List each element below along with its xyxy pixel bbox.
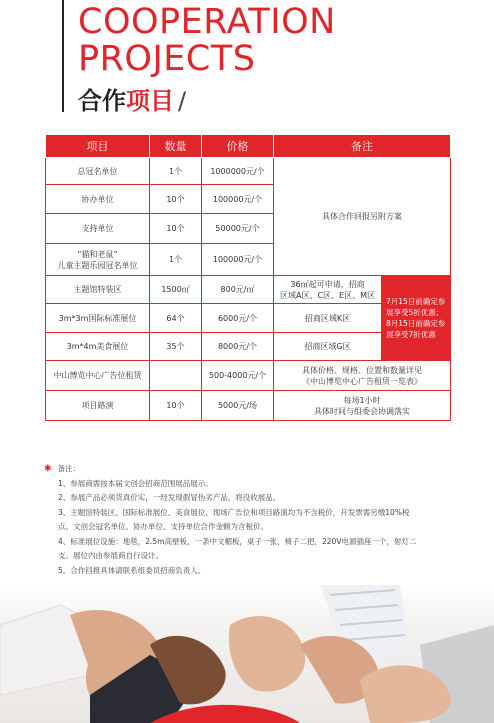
cell-item-line2: 儿童主题乐园冠名单位 bbox=[57, 260, 138, 270]
asterisk-icon: ✱ bbox=[44, 464, 52, 474]
cell-price: 800元/㎡ bbox=[202, 276, 274, 304]
cell-qty bbox=[150, 361, 202, 391]
note-item: 支。展位内由参展商自行设计。 bbox=[58, 551, 163, 560]
notes-heading-text: 备注： bbox=[57, 464, 81, 473]
cell-price: 6000元/个 bbox=[202, 304, 274, 333]
cell-qty: 64个 bbox=[150, 304, 202, 333]
note-item: 点。文创会冠名单位、协办单位、支持单位合作金额为含税价。 bbox=[58, 522, 268, 531]
cell-item: 项目路演 bbox=[46, 391, 150, 421]
cell-item: 中山博览中心广告位租赁 bbox=[46, 361, 150, 391]
title-cn-part-b: 项目 bbox=[126, 87, 174, 115]
header-note: 备注 bbox=[274, 135, 451, 158]
cell-note-line2: 具体时间与组委会协调落实 bbox=[314, 406, 410, 416]
header-price: 价格 bbox=[202, 135, 274, 158]
cell-price: 50000元/个 bbox=[202, 214, 274, 244]
cell-item-line1: “猫和老鼠” bbox=[77, 249, 118, 259]
cell-price: 1000000元/个 bbox=[202, 158, 274, 185]
note-item: 1、参展商需按本届文创会招商范围展品展示。 bbox=[58, 478, 213, 488]
note-item: 5、合作回报具体请联系组委员招商负责人。 bbox=[58, 565, 206, 575]
cell-note: 招商区域K区 bbox=[274, 304, 382, 333]
cell-price: 100000元/个 bbox=[202, 244, 274, 276]
notes-section bbox=[44, 462, 464, 578]
handshake-photo bbox=[0, 585, 494, 723]
table-row bbox=[46, 391, 451, 421]
cell-note-line1: 具体价格、规格、位置和数量详见 bbox=[302, 365, 422, 375]
cell-item: 3m*3m国际标准展位 bbox=[46, 304, 150, 333]
header-qty: 数量 bbox=[150, 135, 202, 158]
cell-note-line2: 《中山博览中心广告租赁一览表》 bbox=[302, 376, 422, 386]
page-title-chinese bbox=[78, 81, 186, 116]
header-item: 项目 bbox=[46, 135, 150, 158]
cell-qty: 1个 bbox=[150, 244, 202, 276]
title-en-line1: COOPERATION bbox=[78, 2, 336, 42]
table-row bbox=[46, 276, 451, 304]
title-cn-part-a: 合作 bbox=[78, 87, 126, 115]
cell-note-line1: 每场1小时 bbox=[343, 395, 381, 405]
cell-item bbox=[46, 244, 150, 276]
cell-item: 协办单位 bbox=[46, 185, 150, 214]
cell-price: 100000元/个 bbox=[202, 185, 274, 214]
cell-price: 500-4000元/个 bbox=[202, 361, 274, 391]
cell-price: 5000元/场 bbox=[202, 391, 274, 421]
cell-item: 3m*4m美食展位 bbox=[46, 333, 150, 361]
cell-qty: 10个 bbox=[150, 214, 202, 244]
title-slash: / bbox=[178, 87, 187, 115]
table-row bbox=[46, 158, 451, 185]
title-divider-line bbox=[62, 0, 64, 112]
cell-item: 支持单位 bbox=[46, 214, 150, 244]
cell-item: 主题馆特装区 bbox=[46, 276, 150, 304]
cell-note-line2: 区域A区、C区、E区、M区 bbox=[279, 290, 375, 300]
note-item: 4、标准展位设施：地毯，2.5m高壁板，一条中文楣板，桌子一张，椅子二把，220V电源插座一个，射灯二 bbox=[58, 536, 417, 546]
cooperation-hands-illustration bbox=[0, 585, 494, 723]
note-item: 2、参展产品必须货真价实，一经发现假冒伪劣产品，将没收展品。 bbox=[58, 493, 281, 502]
cell-note-line1: 36㎡起可申请，招商 bbox=[290, 279, 365, 289]
discount-note-cell: 7月15日前确定参展享受5折优惠；8月15日前确定参展享受7折优惠 bbox=[382, 276, 451, 361]
cell-qty: 1个 bbox=[150, 158, 202, 185]
cell-note bbox=[274, 276, 382, 304]
cell-note bbox=[274, 361, 451, 391]
cell-price: 8000元/个 bbox=[202, 333, 274, 361]
table-header-row bbox=[46, 135, 451, 158]
cell-note: 招商区域G区 bbox=[274, 333, 382, 361]
cell-qty: 10个 bbox=[150, 391, 202, 421]
cell-qty: 35个 bbox=[150, 333, 202, 361]
title-en-line2: PROJECTS bbox=[78, 39, 256, 79]
note-item: 3、主题馆特装区、国际标准展位、美食展位、现场广告位和项目路演均为不含税价，开发票需另缴10%税 bbox=[58, 507, 410, 517]
notes-heading bbox=[44, 462, 464, 477]
cell-qty: 10个 bbox=[150, 185, 202, 214]
cell-note bbox=[274, 391, 451, 421]
cell-item: 总冠名单位 bbox=[46, 158, 150, 185]
cell-merged-note: 具体合作回报另附方案 bbox=[274, 158, 451, 276]
projects-table bbox=[45, 134, 451, 421]
cell-qty: 1500㎡ bbox=[150, 276, 202, 304]
page-title-english bbox=[78, 4, 336, 78]
table-row bbox=[46, 361, 451, 391]
